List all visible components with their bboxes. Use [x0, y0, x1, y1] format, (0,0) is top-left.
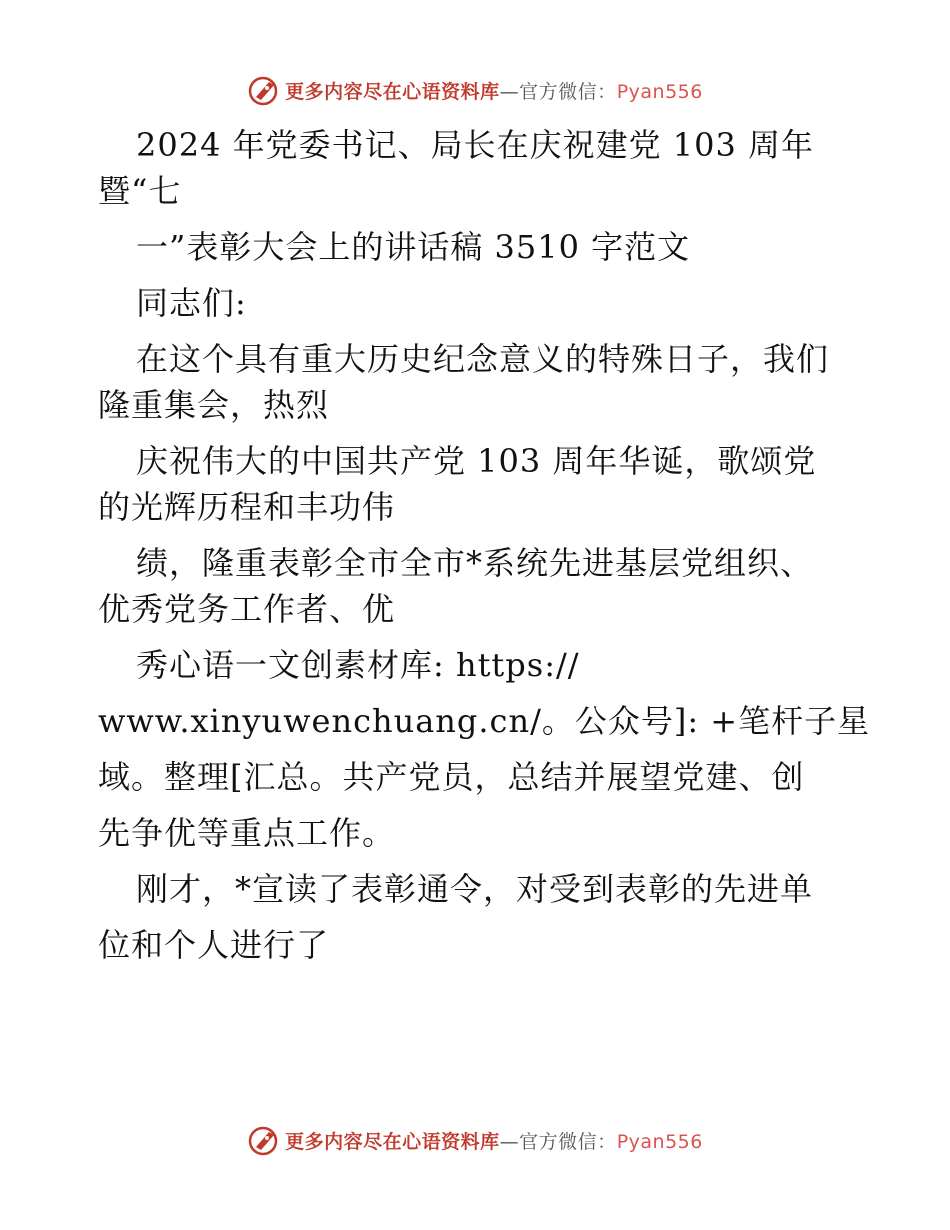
watermark-handle: Pyan556	[616, 80, 703, 103]
pen-nib-circle-icon	[247, 73, 281, 107]
paragraph-line: 秀心语一文创素材库: https://	[136, 646, 580, 684]
document-body	[98, 122, 871, 968]
watermark-separator: —	[499, 1130, 520, 1153]
paragraph-line: 隆重集会，热烈	[98, 386, 330, 424]
watermark-text	[285, 77, 703, 104]
paragraph-line: 的光辉历程和丰功伟	[98, 488, 396, 526]
paragraph-line: 在这个具有重大历史纪念意义的特殊日子，我们	[136, 340, 830, 378]
salutation: 同志们:	[136, 284, 247, 322]
pen-nib-circle-icon	[247, 1123, 281, 1157]
paragraph-line: 域。整理[汇总。共产党员，总结并展望党建、创	[98, 758, 805, 796]
watermark-separator: —	[499, 80, 520, 103]
paragraph-line: 优秀党务工作者、优	[98, 590, 396, 628]
title-line-1: 2024 年党委书记、局长在庆祝建党 103 周年	[136, 126, 815, 164]
paragraph-line: 刚才，*宣读了表彰通令，对受到表彰的先进单	[136, 870, 814, 908]
watermark-brand: 更多内容尽在心语资料库	[285, 80, 500, 103]
title-line-3: 一”表彰大会上的讲话稿 3510 字范文	[136, 228, 691, 266]
watermark-handle: Pyan556	[616, 1130, 703, 1153]
footer-watermark	[0, 1120, 950, 1160]
title-line-2: 暨“七	[98, 172, 182, 210]
paragraph-line: 位和个人进行了	[98, 926, 330, 964]
paragraph-line: 绩，隆重表彰全市全市*系统先进基层党组织、	[136, 544, 814, 582]
paragraph-line: 庆祝伟大的中国共产党 103 周年华诞，歌颂党	[136, 442, 817, 480]
watermark-brand: 更多内容尽在心语资料库	[285, 1130, 500, 1153]
paragraph-line: 先争优等重点工作。	[98, 814, 396, 852]
header-watermark	[0, 70, 950, 110]
watermark-text	[285, 1127, 703, 1154]
paragraph-line: www.xinyuwenchuang.cn/。公众号]: +笔杆子星	[98, 702, 871, 740]
watermark-official: 官方微信：	[519, 80, 617, 103]
watermark-official: 官方微信：	[519, 1130, 617, 1153]
